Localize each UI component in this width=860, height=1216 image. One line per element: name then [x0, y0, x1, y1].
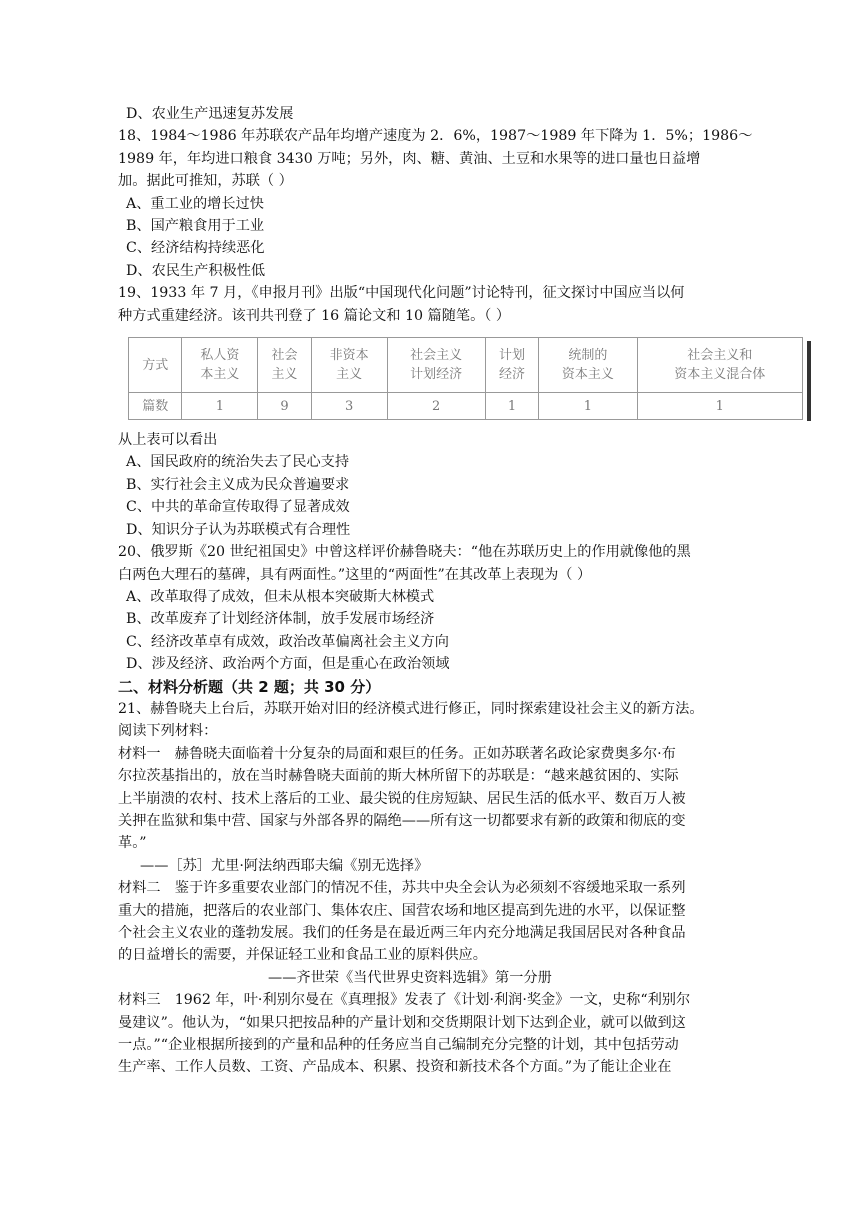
row-header-count: 篇数	[129, 393, 182, 420]
q20-stem-line-2: 白两色大理石的墓碑，具有两面性。”这里的“两面性”在其改革上表现为（ ）	[118, 566, 592, 583]
column-header: 统制的 资本主义	[539, 338, 637, 393]
material-1-source: ——［苏］尤里·阿法纳西耶夫编《别无选择》	[140, 857, 429, 874]
material-3-line: 生产率、工作人员数、工资、产品成本、积累、投资和新技术各个方面。”为了能让企业在	[118, 1059, 672, 1076]
material-2-line: 重大的措施，把落后的农业部门、集体农庄、国营农场和地区提高到先进的水平，以保证整	[118, 902, 686, 919]
material-1-line: 关押在监狱和集中营、国家与外部各界的隔绝——所有这一切都要求有新的政策和彻底的变	[118, 812, 686, 829]
row-header-mode: 方式	[129, 338, 182, 393]
q19-option-c: C、中共的革命宣传取得了显著成效	[126, 499, 350, 516]
material-1-line: 革。”	[118, 835, 147, 852]
q20-option-d: D、涉及经济、政治两个方面，但是重心在政治领域	[126, 656, 450, 673]
q19-after-table: 从上表可以看出	[118, 432, 218, 449]
q20-option-a: A、改革取得了成效，但未从根本突破斯大林模式	[126, 588, 435, 605]
question-18	[118, 125, 753, 282]
table-cell-count: 1	[637, 393, 803, 420]
q19-option-b: B、实行社会主义成为民众普遍要求	[126, 476, 350, 493]
question-20	[118, 541, 743, 675]
q18-stem-line-2: 1989 年，年均进口粮食 3430 万吨；另外，肉、糖、黄油、土豆和水果等的进口量也日益增	[118, 150, 701, 167]
q18-option-a: A、重工业的增长过快	[126, 195, 264, 212]
q20-stem-line-1: 20、俄罗斯《20 世纪祖国史》中曾这样评价赫鲁晓夫：“他在苏联历史上的作用就像他的黑	[118, 544, 691, 561]
column-header: 社会 主义	[258, 338, 311, 393]
material-2-source: ——齐世荣《当代世界史资料选辑》第一分册	[268, 969, 552, 986]
q19-stem-line-1: 19、1933 年 7 月，《申报月刊》出版“中国现代化问题”讨论特刊，征文探讨中国应当以何	[118, 285, 685, 302]
question-21	[118, 698, 743, 1079]
survey-table	[128, 337, 811, 421]
material-2-line: 个社会主义农业的蓬勃发展。我们的任务是在最近两三年内充分地满足我国居民对各种食品	[118, 925, 686, 941]
table-row-count	[129, 393, 803, 420]
q20-option-b: B、改革废弃了计划经济体制，放手发展市场经济	[126, 611, 435, 628]
scan-edge-shadow	[807, 341, 811, 421]
q19-option-a: A、国民政府的统治失去了民心支持	[126, 454, 350, 471]
material-3-line: 材料三 1962 年，叶·利别尔曼在《真理报》发表了《计划·利润·奖金》一文，史称“利别尔	[118, 992, 691, 1009]
table-cell-count: 1	[182, 393, 258, 420]
q19-stem-line-2: 种方式重建经济。该刊共刊登了 16 篇论文和 10 篇随笔。（ ）	[118, 307, 511, 324]
material-1-line: 尔拉茨基指出的，放在当时赫鲁晓夫面前的斯大林所留下的苏联是：“越来越贫困的、实际	[118, 768, 679, 785]
q18-option-c: C、经济结构持续恶化	[126, 240, 265, 257]
table-cell-count: 1	[539, 393, 637, 420]
q17-option-d: D、农业生产迅速复苏发展	[126, 106, 294, 122]
question-19	[118, 282, 766, 541]
q19-option-d: D、知识分子认为苏联模式有合理性	[126, 521, 351, 538]
table-cell-count: 2	[387, 393, 485, 420]
q21-intro-line-2: 阅读下列材料：	[118, 723, 218, 740]
column-header: 社会主义 计划经济	[387, 338, 485, 393]
page-content	[118, 103, 766, 1079]
table-cell-count: 1	[485, 393, 538, 420]
q18-stem-line-1: 18、1984～1986 年苏联农产品年均增产速度为 2．6%，1987～1989 年下降为 1．5%；1986～	[118, 128, 753, 145]
q18-option-d: D、农民生产积极性低	[126, 262, 266, 279]
material-3-line: 曼建议”。他认为，“如果只把按品种的产量计划和交货期限计划下达到企业，就可以做到这	[118, 1014, 686, 1031]
q18-stem-line-3: 加。据此可推知，苏联（ ）	[118, 173, 293, 190]
material-2-line: 材料二 鉴于许多重要农业部门的情况不佳，苏共中央全会认为必须刻不容缓地采取一系列	[118, 880, 686, 897]
material-3-line: 一点。”“企业根据所接到的产量和品种的任务应当自己编制充分完整的计划，其中包括劳动	[118, 1037, 679, 1054]
column-header: 社会主义和 资本主义混合体	[637, 338, 803, 393]
table-cell-count: 3	[311, 393, 387, 420]
material-2-line: 的日益增长的需要，并保证轻工业和食品工业的原料供应。	[118, 947, 487, 964]
table-cell-count: 9	[258, 393, 311, 420]
table-row-mode	[129, 338, 803, 393]
material-1-line: 上半崩溃的农村、技术上落后的工业、最尖锐的住房短缺、居民生活的低水平、数百万人被	[118, 790, 686, 807]
column-header: 私人资 本主义	[182, 338, 258, 393]
q21-intro-line-1: 21、赫鲁晓夫上台后，苏联开始对旧的经济模式进行修正，同时探索建设社会主义的新方法。	[118, 700, 704, 717]
q20-option-c: C、经济改革卓有成效，政治改革偏离社会主义方向	[126, 633, 449, 650]
column-header: 计划 经济	[485, 338, 538, 393]
column-header: 非资本 主义	[311, 338, 387, 393]
q18-option-b: B、国产粮食用于工业	[126, 218, 265, 235]
survey-table-grid	[128, 337, 803, 420]
material-1-line: 材料一 赫鲁晓夫面临着十分复杂的局面和艰巨的任务。正如苏联著名政论家费奥多尔·布	[118, 745, 676, 762]
section-heading: 二、材料分析题（共 2 题；共 30 分）	[118, 677, 381, 696]
